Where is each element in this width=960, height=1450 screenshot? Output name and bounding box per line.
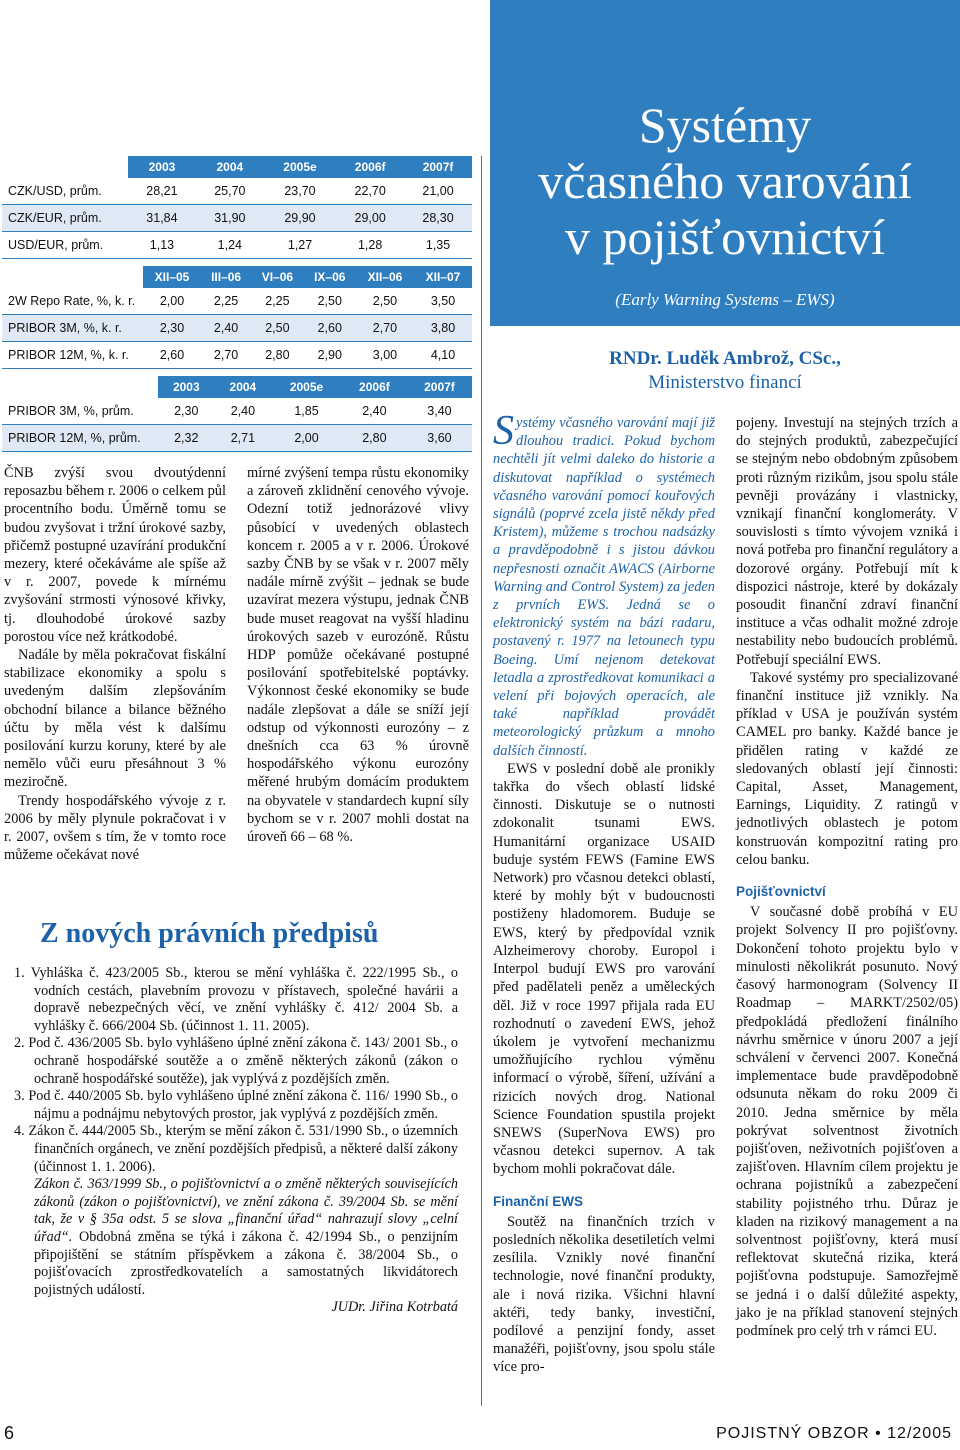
year-header: 2007f (404, 156, 472, 178)
table-row: PRIBOR 3M, %, k. r. 2,30 2,40 2,50 2,60 2,70 3,80 (2, 315, 472, 342)
paragraph: ČNB zvýší svou dvoutýdenní reposazbu během r. 2006 o celkem půl procentního bodu. Úměrně tomu se budou zvyšovat i tržní úrokové sazby, přičemž postupné uzavírání produkční mezery, které očekáváme ale spíše až v r. 2007, povede k mírnému zvyšování strmosti výnosové křivky, tj. dlouhodobé úrokové sazby porostou více než krátkodobé. (4, 465, 226, 645)
exchange-rate-table (2, 156, 472, 259)
year-header: 2007f (407, 376, 472, 398)
table-row: PRIBOR 12M, %, prům. 2,32 2,71 2,00 2,80 3,60 (2, 425, 472, 452)
paragraph: Takové systémy pro specializované finanční instituce již vznikly. Na příklad v USA je používán systém CAMEL pro banky. Každé bance je přidělen rating v každé ze sledovaných oblastí její činnosti: Capital, Asset, Management, Earnings, Liquidity. Z ratingů v jednotlivých oblastech je potom konstruován kompozitní rating pro celou banku. (736, 669, 958, 868)
paragraph: EWS v poslední době ale pronikly takřka do všech oblastí lidské činnosti. Diskutuje se o nutnosti zdokonalit tsunami EWS. Humanitární organizace USAID buduje systém FEWS (Famine EWS Network) pro včasnou detekci oblastí, které by mohly být v budoucnosti postiženy hladomorem. Buduje se EWS, který by předpovídal vznik Alzheimerovy choroby. Europol i Interpol budují EWS pro varování před padělateli peněz a uměleckých děl. Již v roce 1997 přijala rada EU rozhodnutí o zavedení EWS, jehož úkolem je vytvoření mechanizmu umožňujícího rychlou výměnu informací o výrobě, šíření, užívání a rizicích nových drog. National Science Foundation spustila projekt SNEWS (SuperNova EWS) pro včasnou detekci supernov. A tak bychom mohli pokračovat dále. (493, 760, 715, 1178)
article-lead: Systémy včasného varování mají již dlouhou tradici. Pokud bychom nechtěli jít velmi daleko do historie a diskutovat například o systémech včasného varování pomocí kouřových signálů (poprvé zcela jistě někdy před Kristem), můžeme s trochou nadsázky a pravděpodobně i s jistou dávkou nepřesnosti označit AWACS (Airborne Warning and Control System) za jeden z prvních EWS. Jedná se o elektronický systém na bázi radaru, postavený r. 1977 na letounech typu Boeing. Umí nejenom detekovat letadla a zprostředkovat komunikaci a velení při bojových operacích, ale také například provádět meteorologický průzkum a mnoho dalších činností. (493, 408, 715, 759)
list-item: 2. Pod č. 436/2005 Sb. bylo vyhlášeno úplné znění zákona č. 143/ 2001 Sb., o ochraně hospodářské soutěže a o změně některých zákonů (zákon o ochraně hospodářské soutěže), jak vyplývá z pozdějších změn. (14, 1035, 458, 1087)
year-header: 2005e (264, 156, 336, 178)
interest-rate-table (2, 266, 472, 369)
paragraph: mírné zvýšení tempa růstu ekonomiky a zároveň zklidnění cenového vývoje. Odezní totiž jednorázové vlivy působící v uvedených oblastech koncem r. 2005 a v r. 2006. Úrokové sazby ČNB by se však v r. 2007 měly nadále mírně zvýšit – jednak se bude uzavírat mezera výstupu, jednak ČNB bude muset reagovat na vyšší hladinu úrokových sazeb v eurozóně. Růstu HDP pomůže očekávané postupné posilování spotřebitelské poptávky. Výkonnost české ekonomiky se bude nadále zlepšovat a dále se sníží její odstup od výkonnosti eurozóny – z dnešních cca 63 % úrovně hospodářského výkonu eurozóny měřené hrubým domácím produktem na obyvatele v standardech kupní síly bychom se v r. 2007 mohli dostat na úroveň 66 – 68 %. (247, 465, 469, 846)
period-header: XII–06 (356, 266, 414, 288)
regulations-box-title: Z nových právních předpisů (40, 918, 379, 949)
period-header: XII–05 (143, 266, 201, 288)
table-row: CZK/EUR, prům. 31,84 31,90 29,90 29,00 28,30 (2, 205, 472, 232)
table-row: PRIBOR 12M, %, k. r. 2,60 2,70 2,80 2,90 3,00 4,10 (2, 342, 472, 369)
article-column-1 (493, 408, 715, 1377)
year-header: 2005e (271, 376, 342, 398)
period-header: IX–06 (304, 266, 356, 288)
journal-footer: POJISTNÝ OBZOR • 12/2005 (716, 1425, 952, 1442)
forecast-text-column-1 (4, 464, 226, 864)
year-header: 2006f (336, 156, 404, 178)
author-name: RNDr. Luděk Ambrož, CSc., (609, 348, 841, 369)
year-header: 2004 (215, 376, 272, 398)
year-header: 2004 (196, 156, 264, 178)
column-divider (481, 156, 482, 1406)
paragraph: Trendy hospodářského vývoje z r. 2006 by měly plynule pokračovat i v r. 2007, ovšem s tím, že v tomto roce můžeme očekávat nové (4, 792, 226, 864)
pribor-average-table (2, 376, 472, 452)
forecast-text-column-2 (247, 464, 469, 846)
article-title: Systémy včasného varování v pojišťovnictví (538, 97, 912, 265)
list-item-continuation: Zákon č. 363/1999 Sb., o pojišťovnictví a o změně některých souvisejících zákonů (zákon o pojišťovnictví), ve znění zákona č. 39/2004 Sb. se mění tak, že v § 35a odst. 5 se slova „finanční úřad“ nahrazují slovy „celní úřad“. Obdobná změna se týká i zákona č. 42/1994 Sb., o penzijním připojištění se státním příspěvkem a zákona č. 38/2004 Sb., o pojišťovacích zprostředkovatelích a samostatných likvidátorech pojistných událostí. (34, 1176, 459, 1298)
drop-cap: S (493, 408, 514, 454)
article-column-2 (736, 414, 958, 1340)
period-header: VI–06 (251, 266, 303, 288)
paragraph: pojeny. Investují na stejných trzích a do stejných produktů, zabezpečující se stejným nebo obdobným způsobem proti různým rizikům, jsou spolu stále pevněji provázány i vlastnicky, vznikají finanční konglomeráty. V souvislosti s tímto vývojem vzniká i nová potřeba pro finanční regulátory a dozorové orgány. Potřebují mít k dispozici nástroje, které by dokázaly posoudit finanční zdraví finanční instituce a včas odhalit možné zdroje nestability nebo budoucích problémů. Potřebují speciální EWS. (736, 415, 958, 668)
table-row: 2W Repo Rate, %, k. r. 2,00 2,25 2,25 2,50 2,50 3,50 (2, 288, 472, 315)
table-row: PRIBOR 3M, %, prům. 2,30 2,40 1,85 2,40 3,40 (2, 398, 472, 425)
list-item: 1. Vyhláška č. 423/2005 Sb., kterou se mění vyhláška č. 222/1995 Sb., o vodních cestách, plavebním provozu v přístavech, společné havárii a dopravě nebezpečných věcí, ve znění vyhlášky č. 412/ 2004 Sb. a vyhlášky č. 666/2004 Sb. (účinnost 1. 11. 2005). (14, 965, 458, 1034)
regulations-box (14, 965, 458, 1317)
article-header (490, 0, 960, 326)
paragraph: V současné době probíhá v EU projekt Solvency II pro pojišťovny. Dokončení tohoto projektu bylo v minulosti několikrát posunuto. Nový časový harmonogram (Solvency II Roadmap – MARKT/2502/05) předpokládá předložení finálního návrhu směrnice v únoru 2007 a její schválení v červenci 2007. Konečná implementace bude pravděpodobně odsunuta někam do roku 2009 či 2010. Jedna směrnice by měla pokrývat solventnost životních pojišťoven, neživotních pojišťoven a zajišťoven. Hlavním cílem projektu je ochrana pojistníků a zabezpečení stability pojistného trhu. Důraz je kladen na rizikový management a na solventnost pojišťovny, která musí reflektovat skutečná rizika, která pojišťovna podstupuje. Samozřejmě se jedná i o další důležité aspekty, jako je na příklad stanovení stejných podmínek pro celý trh v rámci EU. (736, 904, 958, 1339)
paragraph: Soutěž na finančních trzích v posledních několika desetiletích velmi zesílila. Vznikly nové finanční technologie, nové finanční produkty, ale i nová rizika. Všichni hlavní aktéři, tedy banky, investiční, podílové a penzijní fondy, asset manažéři, pojišťovny, jsou spolu stále více pro- (493, 1213, 715, 1376)
period-header: III–06 (201, 266, 251, 288)
signature: JUDr. Jiřina Kotrbatá (331, 1299, 458, 1316)
year-header: 2006f (342, 376, 407, 398)
section-heading: Finanční EWS (493, 1193, 584, 1209)
list-item: 4. Zákon č. 444/2005 Sb., kterým se mění zákon č. 531/1990 Sb., o územních finančních orgánech, ve znění pozdějších předpisů, a některé další zákony (účinnost 1. 1. 2006). (14, 1123, 459, 1175)
article-subtitle: (Early Warning Systems – EWS) (615, 290, 835, 309)
table-row: CZK/USD, prům. 28,21 25,70 23,70 22,70 21,00 (2, 178, 472, 205)
list-item: 3. Pod č. 440/2005 Sb. bylo vyhlášeno úplné znění zákona č. 116/ 1990 Sb., o nájmu a podnájmu nebytových prostor, jak vyplývá z pozdějších změn. (14, 1088, 458, 1122)
year-header: 2003 (128, 156, 196, 178)
author-organization: Ministerstvo financí (648, 372, 802, 393)
period-header: XII–07 (414, 266, 472, 288)
page-number: 6 (4, 1423, 15, 1443)
table-row: USD/EUR, prům. 1,13 1,24 1,27 1,28 1,35 (2, 232, 472, 259)
year-header: 2003 (158, 376, 215, 398)
paragraph: Nadále by měla pokračovat fiskální stabilizace ekonomiky a spolu s uvedeným dalším zlepšováním obchodní bilance a bilance běžného účtu by měla vést k dalšímu posilování kurzu koruny, které by ale nemělo vůči euru přesáhnout 3 % meziročně. (4, 647, 226, 791)
section-heading: Pojišťovnictví (736, 884, 826, 900)
